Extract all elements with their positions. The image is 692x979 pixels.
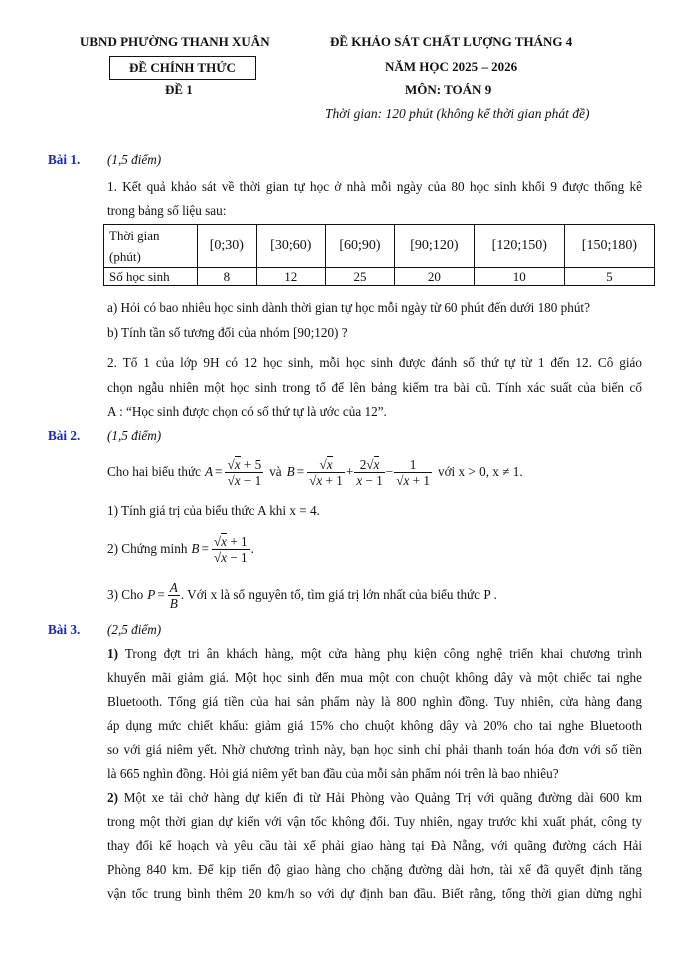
minus-sign: − [385,464,394,479]
table-row [104,268,655,286]
period: . [250,541,254,556]
data-table [103,224,655,286]
interval-cell: [90;120) [395,225,475,268]
exam-code: ĐỀ 1 [165,82,193,97]
interval-cell: [0;30) [198,225,257,268]
bai3-p1-line: khuyến mãi giảm giá. Một học sinh đến mua một con chuột không dây và một chiếc tai nghe [107,670,642,685]
var-p: P [147,587,156,602]
official-badge: ĐỀ CHÍNH THỨC [109,56,256,80]
bai3-p1-line: là 665 nghìn đồng. Hỏi giá niêm yết ban đầu của mỗi sản phẩm nói trên là bao nhiêu? [107,766,559,781]
interval-cell: [150;180) [564,225,654,268]
interval-cell: [120;150) [474,225,564,268]
equals-sign: = [201,541,209,556]
equals-sign: = [296,464,305,479]
subject: MÔN: TOÁN 9 [405,82,492,97]
bai2-label: Bài 2. [48,428,81,443]
plus-sign: + [345,464,354,479]
bai3-p1-line: áp dụng mức chiết khấu: giảm giá 15% cho chuột không dây và 20% cho tai nghe Bluetooth [107,718,642,733]
bai1-p1-line2: trong bảng số liệu sau: [107,203,227,218]
bai2-q3-row [107,576,497,614]
equals-sign: = [215,464,223,479]
count-cell: 12 [256,268,325,286]
count-cell: 25 [325,268,394,286]
bai3-points: (2,5 điểm) [107,622,162,637]
bai3-p1-line: Bluetooth. Tổng giá tiền của hai sản phẩm này là 800 nghìn đồng. Tuy nhiên, cửa hàng đang [107,694,642,709]
bai3-p2-line: vận tốc trung bình thêm 20 km/h so với dự định ban đầu. Biết rằng, tổng thời gian dừng nghỉ [107,886,642,901]
header-cell [104,225,198,268]
bai3-p2-line: thay đổi kế hoạch và yêu cầu tài xế phải giao hàng tại Đà Nẵng, với quãng đường cách Hải [107,838,642,853]
row-label-cell: Số học sinh [104,268,198,286]
bai2-q3-rest: . Với x là số nguyên tố, tìm giá trị lớn nhất của biểu thức P . [180,587,497,602]
bai1-p2-line2: chọn ngẫu nhiên một học sinh trong tổ để lên bảng kiểm tra bài cũ. Tính xác suất của biến cố [107,380,642,395]
bai1-question-b: b) Tính tần số tương đối của nhóm [90;120) ? [107,325,348,340]
org-name: UBND PHƯỜNG THANH XUÂN [80,34,270,49]
bai1-question-a: a) Hỏi có bao nhiêu học sinh dành thời gian tự học mỗi ngày từ 60 phút đến dưới 180 phút? [107,300,590,315]
count-cell: 8 [198,268,257,286]
bai3-p1-line: 1) Trong đợt tri ân khách hàng, một cửa hàng phụ kiện công nghệ triển khai chương trình [107,646,642,661]
bai3-p2-line: trong một thời gian dự kiến với vận tốc không đổi. Tuy nhiên, ngay trước khi xuất phát, công ty [107,814,642,829]
interval-cell: [30;60) [256,225,325,268]
bai1-points: (1,5 điểm) [107,152,162,167]
bai1-label: Bài 1. [48,152,81,167]
bai2-q1: 1) Tính giá trị của biểu thức A khi x = 4. [107,503,320,518]
bai1-p2-line3: A : “Học sinh được chọn có số thứ tự là ước của 12”. [107,404,387,419]
bai3-p2-line: Phòng 840 km. Để kịp tiến độ giao hàng cho chặng đường dài hơn, tài xế đã quyết định tăng [107,862,642,877]
school-year: NĂM HỌC 2025 – 2026 [385,59,518,74]
bai3-p1-line: so với giá niêm yết. Nhờ chương trình này, bạn học sinh chỉ phải thanh toán hóa đơn với số tiền [107,742,642,757]
equals-sign: = [157,587,165,602]
bai2-expressions [107,452,523,492]
table-row [104,225,655,268]
bai2-and: và [269,464,282,479]
bai3-label: Bài 3. [48,622,81,637]
time-limit: Thời gian: 120 phút (không kể thời gian phát đề) [325,106,590,121]
fraction-a: $\frac{√x + 5}{√x - 1}$ [227,456,262,488]
bai3-p2-line: 2) Một xe tải chở hàng dự kiến đi từ Hải Phòng vào Quảng Trị với quãng đường dài 600 km [107,790,642,805]
bai2-q2: 2) Chứng minh [107,541,188,556]
var-a: A [204,464,214,479]
exam-title: ĐỀ KHẢO SÁT CHẤT LƯỢNG THÁNG 4 [330,34,573,49]
fraction-b2: $\frac{2√x}{x - 1}$ [356,456,383,488]
count-cell: 5 [564,268,654,286]
bai1-p2-line1: 2. Tổ 1 của lớp 9H có 12 học sinh, mỗi học sinh được đánh số thứ tự từ 1 đến 12. Cô giáo [107,355,642,370]
bai2-points: (1,5 điểm) [107,428,162,443]
fraction-b1: $\frac{√x}{√x + 1}$ [309,456,343,488]
var-b: B [286,464,295,479]
var-b: B [191,541,200,556]
fraction-b3: $\frac{1}{√x + 1}$ [396,456,430,488]
bai2-q3: 3) Cho [107,587,144,602]
fraction-proof: $\frac{√x + 1}{√x - 1}$ [213,533,248,565]
interval-cell: [60;90) [325,225,394,268]
count-cell: 10 [474,268,564,286]
bai2-q2-row [107,530,254,568]
header-label-1: Thời gian [109,228,160,243]
bai2-condition: với x > 0, x ≠ 1. [437,464,523,479]
fraction-p: $\frac{A}{B}$ [169,579,178,611]
bai2-intro: Cho hai biểu thức [107,464,201,479]
count-cell: 20 [395,268,475,286]
header-label-2: (phút) [109,249,141,264]
bai1-p1-line1: 1. Kết quả khảo sát về thời gian tự học ở nhà mỗi ngày của 80 học sinh khối 9 được thống kê [107,179,642,194]
